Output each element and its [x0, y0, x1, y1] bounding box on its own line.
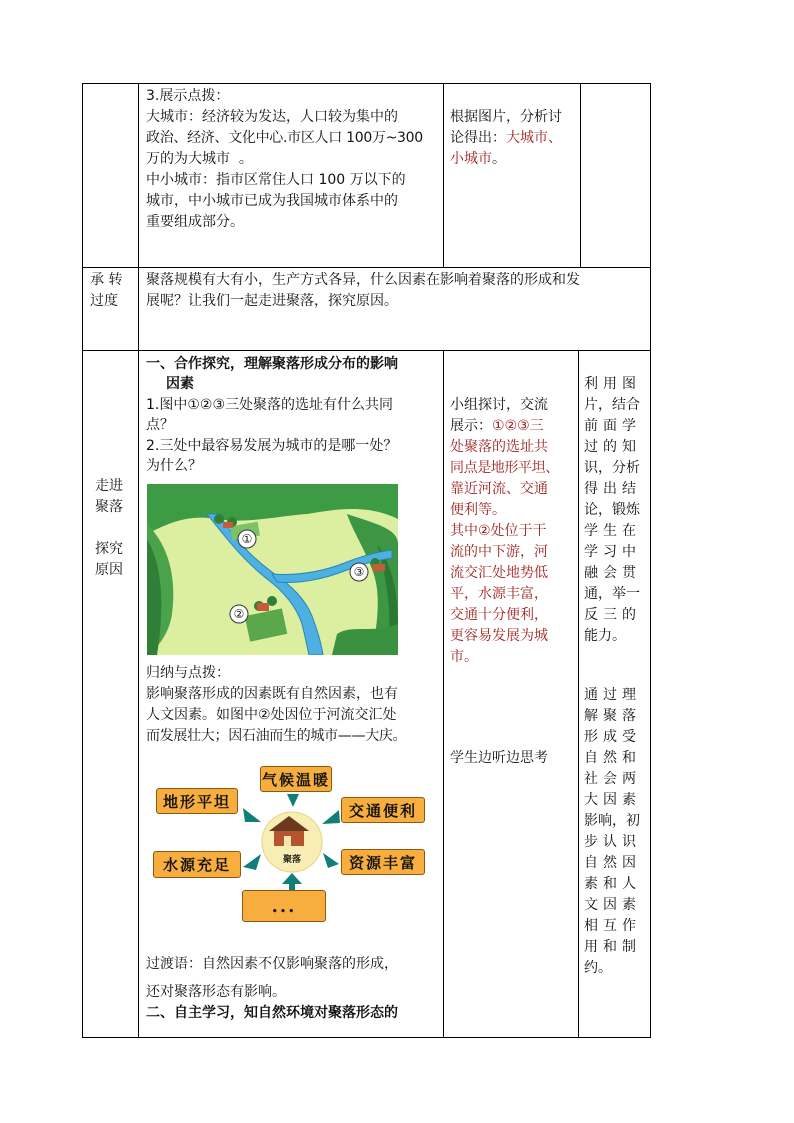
row1-student-line: 根据图片，分析讨 — [450, 109, 562, 125]
intent-line: 影响，初 — [584, 813, 640, 829]
row1-line: 中小城市：指市区常住人口 100 万以下的 — [146, 172, 406, 188]
student-answer-line: 更容易发展为城 — [450, 628, 548, 644]
student-answer-line: 靠近河流、交通 — [450, 481, 548, 497]
intent-line: 相互作 — [584, 918, 641, 934]
intent-line: 过的知 — [584, 439, 641, 455]
question-line: 1.图中①②③三处聚落的选址有什么共同 — [146, 397, 394, 413]
map-label-3: ③ — [353, 565, 365, 579]
student-answer-line: 平，水源丰富， — [450, 586, 548, 602]
row1-line: 重要组成部分。 — [146, 214, 244, 230]
transition-line: 还对聚落形态有影响。 — [146, 984, 286, 1000]
row2-label: 过度 — [90, 293, 118, 309]
question-line: 为什么？ — [146, 458, 202, 474]
intent-line: 步认识 — [584, 834, 641, 850]
arrow-icon — [323, 853, 339, 868]
student-answer-line: 市。 — [450, 649, 478, 665]
table-col-divider-2b — [443, 350, 444, 1038]
section1-title: 因素 — [166, 376, 194, 392]
table-col-divider-1 — [138, 83, 139, 1038]
question-line: 点？ — [146, 417, 174, 433]
row1-line: 城市，中小城市已成为我国城市体系中的 — [146, 193, 398, 209]
row2-content: 聚落规模有大有小，生产方式各异，什么因素在影响着聚落的形成和发 — [146, 272, 580, 288]
row1-line: 万的为大城市 。 — [146, 151, 253, 167]
intent-line: 识，分析 — [584, 460, 640, 476]
student-answer-line: 交通十分便利， — [450, 607, 548, 623]
table-divider-row1-row2 — [82, 267, 651, 268]
question-line: 2.三处中最容易发展为城市的是哪一处？ — [146, 438, 398, 454]
arrow-icon — [282, 873, 302, 884]
intent-line: 自然和 — [584, 750, 641, 766]
student-listen-line: 学生边听边思考 — [450, 750, 548, 766]
row2-label: 承 转 — [90, 272, 123, 288]
student-answer-line: 同点是地形平坦、 — [450, 460, 559, 476]
intent-line: 通过理 — [584, 687, 641, 703]
diagram-center-label: 聚落 — [282, 855, 302, 865]
table-border-bottom — [82, 1037, 651, 1038]
intent-line: 学习中 — [584, 544, 641, 560]
factor-climate: 气候温暖 — [260, 766, 332, 792]
intent-line: 社会两 — [584, 771, 641, 787]
row1-student-line: 论得出：大城市、 — [450, 130, 562, 146]
arrow-icon — [243, 854, 261, 870]
intent-line: 自然因 — [584, 855, 641, 871]
row3-label: 走进 — [95, 478, 123, 494]
student-line: 小组探讨，交流 — [450, 397, 548, 413]
intent-line: 学生在 — [584, 523, 641, 539]
arrow-icon — [287, 794, 299, 807]
row1-heading: 3.展示点拨： — [146, 88, 230, 104]
intent-line: 解聚落 — [584, 708, 641, 724]
factor-transport: 交通便利 — [341, 797, 425, 823]
settlement-map-illustration — [147, 484, 398, 655]
student-answer-line: 便利等。 — [450, 502, 506, 518]
summary-line: 人文因素。如图中②处因位于河流交汇处 — [146, 707, 397, 723]
student-line: 展示：①②③三 — [450, 418, 544, 434]
factor-more: ... — [242, 890, 326, 922]
factor-terrain: 地形平坦 — [156, 788, 238, 814]
summary-line: 而发展壮大；因石油而生的城市——大庆。 — [146, 728, 407, 744]
section2-title: 二、自主学习，知自然环境对聚落形态的 — [146, 1005, 398, 1021]
factor-water: 水源充足 — [153, 851, 241, 878]
intent-line: 通，举一 — [584, 586, 640, 602]
row1-line: 大城市：经济较为发达，人口较为集中的 — [146, 109, 398, 125]
summary-line: 影响聚落形成的因素既有自然因素，也有 — [146, 686, 398, 702]
section1-title: 一、合作探究，理解聚落形成分布的影响 — [146, 356, 398, 372]
row2-content: 展呢？让我们一起走进聚落，探究原因。 — [146, 293, 398, 309]
intent-line: 论，锻炼 — [584, 502, 640, 518]
summary-line: 归纳与点拨： — [146, 665, 230, 681]
row3-label: 聚落 — [95, 499, 123, 515]
student-answer-line: 流的中下游，河 — [450, 544, 548, 560]
table-divider-row2-row3 — [82, 350, 651, 351]
row1-line: 政治、经济、文化中心.市区人口 100万~300 — [146, 130, 423, 146]
table-border-left — [82, 83, 83, 1038]
intent-line: 片，结合 — [584, 397, 640, 413]
intent-line: 约。 — [584, 960, 612, 976]
transition-line: 过渡语：自然因素不仅影响聚落的形成， — [146, 956, 398, 972]
intent-line: 利用图 — [584, 376, 641, 392]
arrow-icon — [243, 808, 261, 822]
intent-line: 得出结 — [584, 481, 641, 497]
intent-line: 大因素 — [584, 792, 641, 808]
student-answer-line: 其中②处位于干 — [450, 523, 547, 539]
intent-line: 用和制 — [584, 939, 641, 955]
row3-label: 原因 — [95, 562, 123, 578]
map-label-2: ② — [233, 607, 245, 621]
arrow-icon — [322, 810, 340, 824]
intent-line: 文因素 — [584, 897, 641, 913]
row1-student-line: 小城市。 — [450, 151, 506, 167]
intent-line: 能力。 — [584, 628, 626, 644]
intent-line: 前面学 — [584, 418, 641, 434]
table-col-divider-2a — [443, 83, 444, 268]
factor-resources: 资源丰富 — [341, 849, 425, 875]
table-border-top — [82, 83, 651, 84]
row3-label: 探究 — [95, 541, 123, 557]
settlement-factors-diagram — [147, 764, 431, 926]
table-col-divider-3b — [578, 350, 579, 1038]
intent-line: 融会贯 — [584, 565, 641, 581]
intent-line: 形成受 — [584, 729, 641, 745]
intent-line: 素和人 — [584, 876, 641, 892]
map-label-1: ① — [241, 532, 253, 546]
student-answer-line: 流交汇处地势低 — [450, 565, 548, 581]
intent-line: 反三的 — [584, 607, 641, 623]
student-answer-line: 处聚落的选址共 — [450, 439, 548, 455]
table-col-divider-3a — [580, 83, 581, 268]
table-border-right — [650, 83, 651, 1038]
